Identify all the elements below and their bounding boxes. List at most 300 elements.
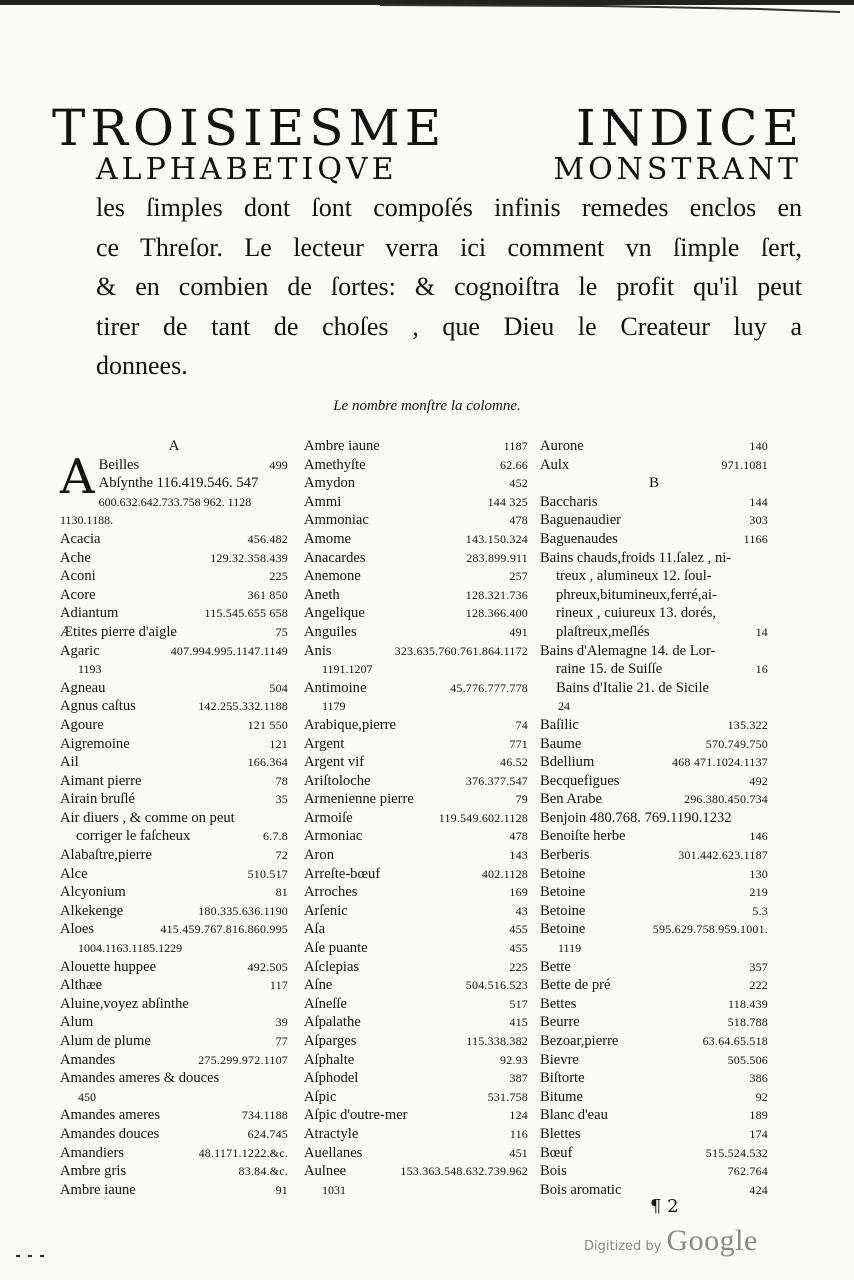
entry-number: 415.459.767.816.860.995 [160,922,288,937]
entry-name: Betoine [540,865,586,882]
index-entry [540,1069,768,1088]
entry-name: Anacardes [304,549,366,566]
entry-name: Bdellium [540,754,595,771]
entry-number: 121 550 [247,717,288,732]
entry-continuation: 1193 [78,662,102,677]
entry-name: Aneth [304,586,340,603]
scan-edge-marks [16,1250,76,1262]
index-entry [304,456,528,475]
index-entry [540,920,768,939]
entry-name: Ail [60,754,79,771]
entry-line [540,604,768,623]
index-entry [304,1144,528,1163]
entry-number: 43 [515,903,528,918]
entry-line [540,586,768,605]
index-entry [304,920,528,939]
entry-name: Armenienne pierre [304,791,414,808]
index-entry [60,920,288,939]
index-entry [540,530,768,549]
entry-name: Agnus caſtus [60,698,136,715]
entry-name: Argent vif [304,754,365,771]
index-entry [60,976,288,995]
entry-name: Alkekenge [60,902,124,919]
entry-number: 81 [275,885,288,900]
entry-number: 115.338.382 [466,1034,528,1048]
index-entry [304,474,528,493]
index-entry [60,604,288,623]
entry-name: Aſclepias [304,958,360,975]
entry-name: Aconi [60,568,96,585]
index-entry [60,642,288,661]
entry-name: Aſphodel [304,1070,359,1087]
index-entry [60,549,288,568]
bains-entry [540,549,768,642]
entry-name: Acacia [60,530,101,547]
index-entry [304,958,528,977]
index-entry [60,623,288,642]
entry-number: 357 [749,959,768,974]
index-entry [540,902,768,921]
entry-name: Bezoar,pierre [540,1033,619,1049]
index-entry [99,474,288,493]
index-entry [60,827,288,846]
entry-number: 402.1128 [481,866,528,881]
entry-name: Benoiſte herbe [540,828,626,845]
intro-paragraph [96,188,802,386]
entry-line [540,642,768,661]
entry-name: Aſe puante [304,940,368,957]
page-subtitle: ALPHABETIQVE MONSTRANT [96,152,802,187]
entry-number: 376.377.547 [465,773,528,788]
entry-number: 361 850 [247,587,288,602]
index-entry [60,1106,288,1125]
index-entry [304,1106,528,1125]
entry-number: 143 [509,848,528,863]
index-entry [99,456,288,475]
entry-name: Amandes ameres [60,1107,161,1124]
entry-name: Alum [60,1014,94,1031]
entry-number: 135.322 [727,717,768,732]
index-entry [540,1032,768,1051]
index-entry [60,1162,288,1181]
entry-list [540,493,768,549]
entry-number: 75 [275,624,288,639]
index-entry [304,902,528,921]
index-entry [540,790,768,809]
entry-name: Aſphalte [304,1051,355,1068]
entry-number: 257 [509,569,528,584]
entry-name: Agoure [60,716,104,733]
index-entry [304,1069,528,1088]
entry-name: Aſa [304,921,326,938]
index-entry [60,716,288,735]
entry-number: 468 471.1024.1137 [672,755,768,770]
drop-cap-a: A [60,448,95,505]
index-entry [304,493,528,512]
entry-name: Amandes ameres & douces [60,1070,220,1087]
entry-text: rineux , cuiureux 13. dorés, [556,605,717,622]
entry-number: 16 [755,662,768,677]
entry-continuation: 600.632.642.733.758 962. 1128 [98,494,252,509]
entry-number: 492 [749,773,768,788]
entry-list [304,437,528,1199]
index-column-2 [304,437,528,1199]
entry-name: raine 15. de Suiſſe [556,661,663,678]
index-entry [304,437,528,456]
entry-name: Arreſte-bœuf [304,865,381,882]
index-entry [304,865,528,884]
index-entry [60,790,288,809]
entry-number: 296.380.450.734 [684,792,768,807]
entry-name: Anemone [304,568,361,585]
entry-name: Ætites pierre d'aigle [60,623,177,640]
entry-number: 48.1171.1222.&c. [198,1145,288,1160]
index-entry [304,1125,528,1144]
entry-number: 140 [749,439,768,453]
index-entry [304,753,528,772]
index-entry [304,976,528,995]
entry-number: 119.549.602.1128 [438,810,528,825]
entry-name: Anguiles [304,623,357,640]
index-entry [540,883,768,902]
index-entry [540,437,768,456]
entry-number: 455 [509,922,528,937]
entry-number: 144 325 [487,494,528,509]
entry-name: Aſne [304,977,333,994]
entry-name: Alabaſtre,pierre [60,847,152,864]
index-entry [304,604,528,623]
index-entry [540,976,768,995]
entry-name: Agneau [60,679,106,696]
index-entry [540,1106,768,1125]
entry-number: 129.32.358.439 [210,550,288,565]
entry-name: Bette de pré [540,977,611,994]
entry-list [60,530,288,1199]
index-entry [304,567,528,586]
index-entry [60,679,288,698]
entry-number: 531.758 [487,1089,528,1104]
entry-continuation: 1179 [322,699,346,714]
index-entry [60,958,288,977]
page-signature-mark: ¶ 2 [650,1196,679,1217]
index-entry [304,1051,528,1070]
entry-name: Betoine [540,884,586,901]
index-entry [60,697,288,716]
entry-number: 153.363.548.632.739.962 [400,1164,528,1179]
entry-number: 517 [509,996,528,1011]
entry-name: Baguenaudes [540,530,618,547]
google-logo: Google [666,1224,758,1257]
entry-number: 283.899.911 [466,550,528,565]
entry-number: 128.366.400 [465,606,528,621]
index-entry [304,623,528,642]
entry-number: 116 [509,1126,528,1141]
entry-name: Bievre [540,1051,579,1068]
entry-name: Aurone [540,438,584,454]
entry-name: Argent [304,735,345,752]
entry-number: 189 [749,1108,768,1123]
entry-name: Bettes [540,995,577,1012]
entry-name: Aluine,voyez abſinthe [60,995,189,1012]
index-entry [540,827,768,846]
entry-number: 169 [509,885,528,900]
entry-number: 222 [749,978,768,993]
entry-number: 72 [275,848,288,863]
index-entry [304,790,528,809]
index-entry [540,809,768,828]
entry-name: Aron [304,847,334,864]
entry-name: Althæe [60,977,103,994]
entry-name: Biſtorte [540,1070,585,1087]
index-entry [60,995,288,1014]
entry-line [540,660,768,679]
entry-continuation: 24 [558,699,570,714]
first-entry-block [60,448,288,530]
entry-name: Aulnee [304,1163,347,1180]
entry-line [540,679,768,698]
entry-number: 77 [275,1034,288,1048]
entry-number: 515.524.532 [705,1145,768,1160]
entry-number: 478 [509,829,528,844]
entry-name: Bois aromatic [540,1181,622,1198]
entry-number: 303 [749,513,768,528]
entry-name: Arroches [304,884,358,901]
entry-number: 499 [269,457,288,472]
entry-line [540,549,768,568]
entry-number: 62.66 [500,457,528,472]
entry-number: 505.506 [727,1052,768,1067]
entry-number: 83.84.&c. [238,1164,288,1179]
index-entry [540,1051,768,1070]
entry-name: Aigremoine [60,735,130,752]
entry-number: 166.364 [247,755,288,770]
index-entry [540,846,768,865]
entry-name: Aſparges [304,1033,357,1049]
entry-name: Aſpalathe [304,1014,361,1031]
entry-name: Benjoin 480.768. 769.1190.1232 [540,809,732,826]
entry-number: 225 [509,959,528,974]
entry-name: Auellanes [304,1144,363,1161]
entry-number: 92.93 [500,1052,528,1067]
digitized-label: Digitized by [584,1239,662,1254]
entry-number: 180.335.636.1190 [198,903,288,918]
page-title: TROISIESME INDICE [52,99,804,157]
index-entry [304,679,528,698]
index-entry [304,549,528,568]
index-entry [60,1032,288,1051]
entry-name: Betoine [540,921,586,938]
entry-name: Blettes [540,1125,581,1142]
index-entry [60,809,288,828]
index-entry [60,567,288,586]
entry-number: 79 [515,792,528,807]
index-entry [60,753,288,772]
column-note: Le nombre monſtre la colomne. [333,398,521,414]
entry-number: 142.255.332.1188 [198,699,288,714]
entry-number: 455 [509,941,528,956]
index-entry [60,1051,288,1070]
entry-number: 45.776.777.778 [450,680,528,695]
entry-number: 323.635.760.761.864.1172 [394,643,528,658]
entry-name: Alouette huppee [60,958,157,975]
entry-number: 121 [269,736,288,751]
entry-name: Airain bruſlé [60,791,135,808]
entry-list [540,437,768,474]
entry-name: Agaric [60,642,100,659]
entry-number: 492.505 [247,959,288,974]
entry-name: Atractyle [304,1125,359,1142]
entry-number: 570.749.750 [705,736,768,751]
entry-list [540,716,768,1199]
index-entry [540,456,768,475]
index-entry [304,716,528,735]
entry-number: 91 [275,1182,288,1197]
entry-continuation: 1004.1163.1185.1229 [78,941,183,956]
index-entry [540,716,768,735]
index-entry [304,1032,528,1051]
entry-number: 407.994.995.1147.1149 [170,643,288,658]
entry-name: Ambre gris [60,1163,127,1180]
entry-name: Bette [540,958,571,975]
entry-name: Bœuf [540,1144,573,1161]
entry-continuation: 1130.1188. [60,513,114,528]
index-entry [304,939,528,958]
intro-line: & en combien de ſortes: & cognoiſtra le profit qu'il peut [96,272,802,301]
entry-number: 504 [269,680,288,695]
entry-number: 174 [749,1126,768,1141]
entry-name: Alce [60,865,88,882]
index-entry [60,846,288,865]
entry-name: Beilles [98,456,140,473]
entry-number: 124 [509,1108,528,1123]
intro-line: les ſimples dont ſont compoſés infinis remedes enclos en [96,193,802,222]
entry-name: Acore [60,586,96,603]
entry-number: 275.299.972.1107 [198,1052,288,1067]
entry-name: Arſenic [304,902,348,919]
index-entry [304,1162,528,1181]
index-entry [304,772,528,791]
entry-number: 144 [749,494,768,509]
index-entry [540,1162,768,1181]
index-entry [540,493,768,512]
entry-number: 63.64.65.518 [702,1034,768,1048]
entry-number: 219 [749,885,768,900]
entry-text: Bains d'Alemagne 14. de Lor- [540,642,716,659]
entry-name: Bois [540,1163,567,1180]
section-letter-a: A [168,438,180,454]
entry-number: 78 [275,773,288,788]
index-entry [304,995,528,1014]
entry-number: 595.629.758.959.1001. [652,922,768,937]
entry-text: Bains d'Italie 21. de Sicile [556,679,709,696]
index-entry [304,1088,528,1107]
entry-name: Baguenaudier [540,512,622,529]
entry-text: treux , alumineux 12. ſoul- [556,568,712,585]
entry-name: Adiantum [60,605,119,622]
entry-name: Aſneſſe [304,995,347,1012]
entry-name: Bitume [540,1088,583,1105]
entry-number: 128.321.736 [465,587,528,602]
bains-alemagne-entry [540,642,768,679]
index-entry [540,995,768,1014]
index-entry [540,1013,768,1032]
entry-number: 46.52 [500,755,528,770]
entry-name: Air diuers , & comme on peut [60,809,235,826]
entry-name: Aloes [60,921,95,938]
entry-name: Ammoniac [304,512,369,529]
entry-number: 456.482 [247,531,288,546]
entry-name: Blanc d'eau [540,1107,608,1124]
index-entry [304,735,528,754]
entry-name: Aſpic d'outre-mer [304,1107,408,1124]
bains-italie-entry [540,679,768,716]
index-entry [60,1125,288,1144]
entry-name: Abſynthe 116.419.546. 547 [98,475,259,492]
entry-name: Aulx [540,456,570,473]
entry-number: 35 [275,792,288,807]
entry-name: Betoine [540,902,586,919]
entry-name: Ben Arabe [540,791,603,808]
intro-line: ce Threſor. Le lecteur verra ici comment vn ſimple ſert, [96,232,802,262]
entry-name: Aſpic [304,1088,337,1105]
entry-continuation: 1119 [558,941,582,956]
index-entry [540,511,768,530]
index-entry [304,511,528,530]
index-entry [540,958,768,977]
index-entry [304,809,528,828]
entry-number: 478 [509,513,528,528]
entry-name: plaſtreux,meſlés [556,623,650,640]
entry-number: 504.516.523 [465,978,528,993]
entry-number: 301.442.623.1187 [678,848,768,863]
entry-number: 130 [749,866,768,881]
index-entry [304,642,528,661]
index-column-1 [60,437,288,1199]
entry-name: Berberis [540,847,590,864]
index-entry [540,1144,768,1163]
entry-line [540,623,768,642]
entry-name: Alum de plume [60,1033,151,1049]
entry-name: Baſilic [540,716,579,733]
index-entry [540,772,768,791]
entry-number: 143.150.324 [465,531,528,546]
entry-name: Armoiſe [304,809,353,826]
index-entry [304,827,528,846]
index-entry [60,1069,288,1088]
index-column-3 [540,437,768,1199]
entry-name: Angelique [304,605,365,622]
entry-name: Amydon [304,475,356,492]
entry-number: 762.764 [727,1164,768,1179]
entry-number: 387 [509,1071,528,1086]
entry-number: 117 [269,978,288,993]
entry-name: Amome [304,530,352,547]
entry-number: 386 [749,1071,768,1086]
entry-number: 74 [515,717,528,732]
index-entry [60,1144,288,1163]
entry-name: corriger le faſcheux [76,828,191,845]
page-top-edge [0,0,854,14]
entry-name: Armoniac [304,828,363,845]
index-entry [60,530,288,549]
entry-name: Alcyonium [60,884,126,901]
entry-name: Ammi [304,493,342,510]
entry-name: Beurre [540,1014,580,1031]
index-entry [540,865,768,884]
entry-number: 624.745 [247,1126,288,1141]
entry-text: phreux,bitumineux,ferré,ai- [556,586,717,603]
entry-name: Amandiers [60,1144,125,1161]
